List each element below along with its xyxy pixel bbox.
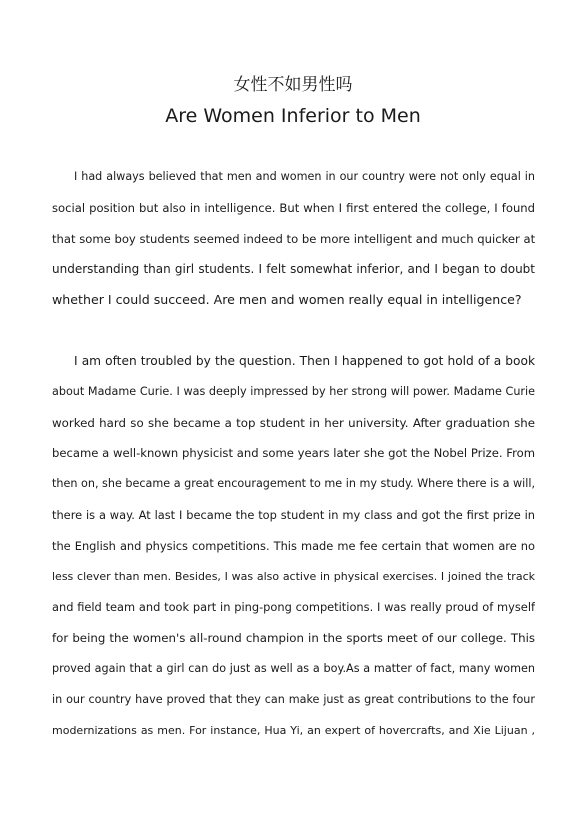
paragraph-line: about Madame Curie. I was deeply impressed by her strong will power. Madame Curie [52,384,535,398]
paragraph-line: modernizations as men. For instance, Hua Yi, an expert of hovercrafts, and Xie Lijuan , [52,723,535,737]
paragraph-line: understanding than girl students. I felt somewhat inferior, and I began to doubt [52,262,535,277]
paragraph-line: in our country have proved that they can make just as great contributions to the four [52,692,535,706]
paragraph-line: the English and physics competitions. This made me fee certain that women are no [52,538,535,553]
paragraph-line: proved again that a girl can do just as well as a boy.As a matter of fact, many women [52,661,535,675]
paragraph-line: then on, she became a great encouragement to me in my study. Where there is a will, [52,477,535,491]
paragraph-2 [52,346,535,746]
paragraph-line: less clever than men. Besides, I was also active in physical exercises. I joined the track [52,569,535,583]
paragraph-line: that some boy students seemed indeed to be more intelligent and much quicker at [52,231,535,246]
paragraph-line: worked hard so she became a top student in her university. After graduation she [52,415,535,430]
paragraph-1 [52,162,535,316]
english-title: Are Women Inferior to Men [165,105,421,127]
paragraph-line: became a well-known physicist and some years later she got the Nobel Prize. From [52,446,535,461]
chinese-title: 女性不如男性吗 [233,75,353,95]
paragraph-line: I had always believed that men and women in our country were not only equal in [74,170,535,183]
paragraph-line: and field team and took part in ping-pong competitions. I was really proud of myself [52,600,535,615]
paragraph-line: there is a way. At last I became the top student in my class and got the first prize in [52,507,535,522]
paragraph-line: whether I could succeed. Are men and women really equal in intelligence? [52,292,522,308]
paragraph-line: for being the women's all-round champion in the sports meet of our college. This [52,631,535,646]
paragraph-line: I am often troubled by the question. Then I happened to got hold of a book [74,354,535,368]
paragraph-line: social position but also in intelligence. But when I first entered the college, I found [52,200,535,215]
